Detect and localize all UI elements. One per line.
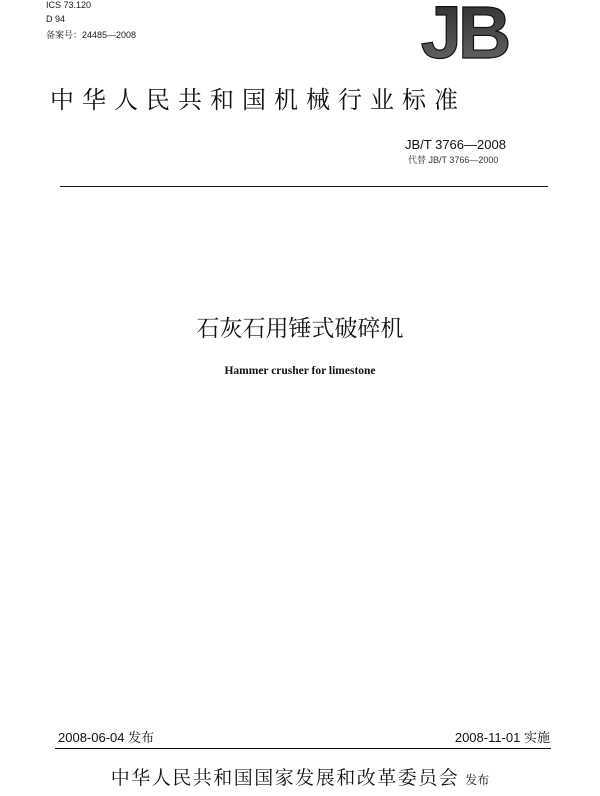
ics-code: ICS 73.120: [46, 0, 92, 10]
industry-standard-title: 中华人民共和国机械行业标准: [50, 86, 466, 114]
header-divider: [60, 186, 548, 187]
issuer-suffix: 发布: [465, 773, 490, 787]
jb-logo: [405, 0, 523, 66]
standard-number: JB/T 3766—2008: [405, 137, 506, 152]
document-title-chinese: 石灰石用锤式破碎机: [196, 316, 404, 342]
effective-date: 2008-11-01 实施: [454, 730, 550, 745]
issuer-name: 中华人民共和国国家发展和改革委员会: [110, 767, 460, 789]
record-number: 备案号：24485—2008: [46, 30, 137, 40]
classification-code: D 94: [46, 14, 66, 24]
document-title-english: Hammer crusher for limestone: [224, 365, 376, 377]
issue-date: 2008-06-04 发布: [58, 730, 155, 745]
jb-logo-text: JB: [420, 0, 508, 66]
footer-divider: [55, 748, 551, 749]
replaces-standard: 代替 JB/T 3766—2000: [408, 155, 499, 165]
issuer-line: [0, 766, 600, 790]
